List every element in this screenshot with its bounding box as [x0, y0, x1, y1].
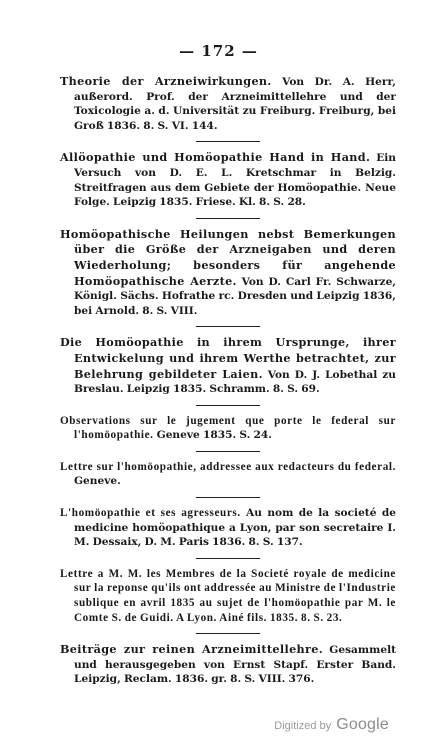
entry-title: Allöopathie und Homöopathie Hand in Hand.	[60, 150, 371, 165]
divider-rule	[196, 218, 260, 219]
page-number: — 172 —	[179, 42, 258, 60]
entry-details: Gesammelt und herausgegeben von Ernst Stapf. Erster Band. Leipzig, Reclam. 1836. gr. 8. S. VIII. 376.	[74, 644, 396, 686]
bibliography-list	[60, 74, 396, 687]
bibliography-entry	[60, 460, 396, 489]
divider-rule	[196, 326, 260, 327]
digitization-watermark	[274, 716, 389, 734]
entry-title: L'homöopathie et ses agresseurs.	[60, 507, 241, 520]
bibliography-entry	[60, 414, 396, 443]
divider-rule	[196, 558, 260, 559]
entry-title: Observations sur le jugement que porte le federal sur l'homöopathie.	[60, 414, 396, 442]
entry-title: Die Homöopathie in ihrem Ursprunge, ihrer Entwickelung und ihrem Werthe betrachtet, zur Belehrung gebildeter Laien.	[60, 335, 396, 381]
bibliography-entry	[60, 74, 396, 133]
bibliography-entry	[60, 506, 396, 550]
divider-rule	[196, 451, 260, 452]
entry-title: Lettre a M. M. les Membres de la Societé royale de medicine sur la reponse qu'ils ont addressée au Ministre de l'Industrie sublique en avril 1835 au sujet de l'homöopathie par M. le Comte S. de Guidi. A Lyon. Ainé fils. 1835. 8. S. 23.	[60, 567, 396, 624]
divider-rule	[196, 497, 260, 498]
divider-rule	[196, 405, 260, 406]
bibliography-entry	[60, 150, 396, 209]
entry-title: Theorie der Arzneiwirkungen.	[60, 74, 272, 88]
google-logo: Google	[336, 716, 389, 733]
entry-details: Von D. Carl Fr. Schwarze, Königl. Sächs. Hofrathe rc. Dresden und Leipzig 1836, bei Arnold. 8. S. VIII.	[74, 275, 396, 317]
bibliography-entry	[60, 642, 396, 687]
bibliography-entry	[60, 335, 396, 396]
entry-details: Au nom de la societé de medicine homöopathique a Lyon, par son secretaire I. M. Dessaix, D. M. Paris 1836. 8. S. 137.	[74, 507, 396, 549]
bibliography-entry	[60, 227, 396, 319]
entry-title: Beiträge zur reinen Arzneimittellehre.	[60, 642, 323, 657]
entry-details: Geneve 1835. S. 24.	[156, 429, 272, 442]
entry-details: Von D. J. Lobethal zu Breslau. Leipzig 1835. Schramm. 8. S. 69.	[74, 368, 396, 396]
entry-details: Ein Versuch von D. E. L. Kretschmar in Belzig. Streitfragen aus dem Gebiete der Homöopathie. Neue Folge. Leipzig 1835. Friese. Kl. 8. S. 28.	[74, 152, 397, 209]
entry-details: Von Dr. A. Herr, außerord. Prof. der Arzneimittellehre und der Toxicologie a. d. Universität zu Freiburg. Freiburg, bei Groß 1836. 8. S. VI. 144.	[74, 76, 396, 132]
entry-details: Geneve.	[74, 475, 121, 488]
bibliography-entry	[60, 567, 396, 625]
divider-rule	[196, 633, 260, 634]
entry-title: Homöopathische Heilungen nebst Bemerkungen über die Größe der Arzneigaben und deren Wiederholung; besonders für angehende Homöopathische Aerzte.	[60, 226, 396, 288]
divider-rule	[196, 141, 260, 142]
entry-title: Lettre sur l'homöopathie, addressee aux redacteurs du federal.	[60, 460, 396, 473]
watermark-caption: Digitized by	[274, 720, 332, 732]
